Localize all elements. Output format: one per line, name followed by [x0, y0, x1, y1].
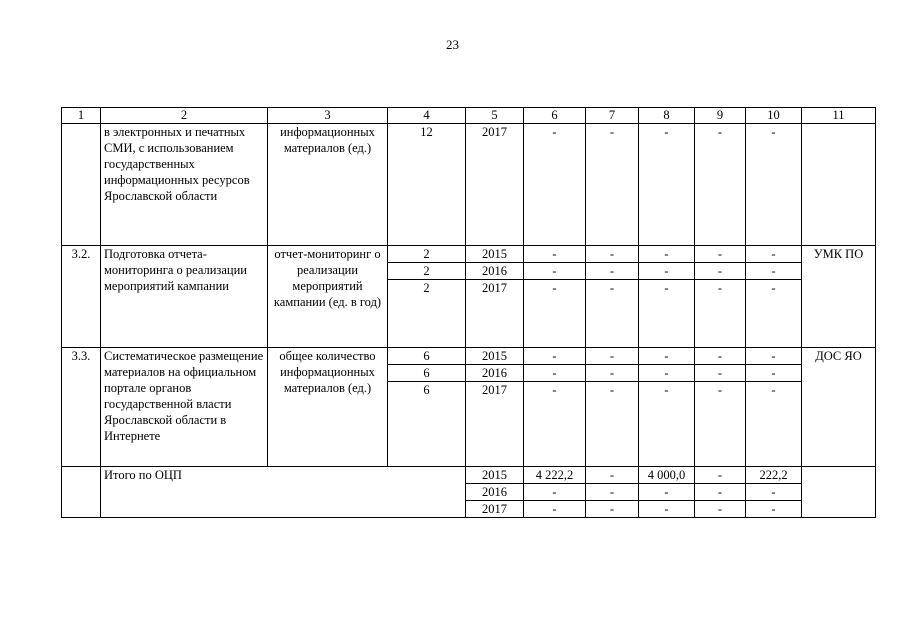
executor-cell: [802, 467, 876, 518]
funding-cell: -: [586, 467, 639, 484]
measure-name: Систематическое размещение материалов на официальном портале органов государственной власти Ярославской области в Интернете: [101, 348, 268, 467]
table-row: [62, 348, 876, 365]
row-number: 3.2.: [62, 246, 101, 348]
year-cell: 2017: [466, 280, 524, 348]
column-number: 9: [695, 108, 746, 124]
funding-cell: -: [695, 484, 746, 501]
funding-cell: 4 000,0: [639, 467, 695, 484]
funding-cell: -: [746, 501, 802, 518]
funding-cell: -: [586, 263, 639, 280]
funding-cell: -: [746, 348, 802, 365]
indicator-value: 6: [388, 382, 466, 467]
funding-cell: -: [524, 382, 586, 467]
funding-cell: -: [639, 263, 695, 280]
column-number: 3: [268, 108, 388, 124]
funding-cell: -: [524, 246, 586, 263]
funding-cell: -: [639, 484, 695, 501]
funding-cell: -: [639, 501, 695, 518]
row-number: 3.3.: [62, 348, 101, 467]
funding-cell: -: [695, 263, 746, 280]
funding-cell: -: [524, 280, 586, 348]
funding-cell: -: [695, 501, 746, 518]
funding-cell: -: [524, 348, 586, 365]
table-row: [62, 246, 876, 263]
column-number: 6: [524, 108, 586, 124]
funding-cell: -: [586, 382, 639, 467]
indicator-name: отчет-мониторинг о реализации мероприятий кампании (ед. в год): [268, 246, 388, 348]
funding-cell: -: [639, 348, 695, 365]
funding-cell: -: [586, 246, 639, 263]
row-number-cell: [62, 467, 101, 518]
indicator-value: 6: [388, 365, 466, 382]
year-cell: 2016: [466, 484, 524, 501]
funding-cell: -: [639, 246, 695, 263]
funding-cell: 222,2: [746, 467, 802, 484]
funding-cell: -: [524, 263, 586, 280]
indicator-name: общее количество информационных материалов (ед.): [268, 348, 388, 467]
executor-cell: [802, 124, 876, 246]
measure-name: Подготовка отчета-мониторинга о реализации мероприятий кампании: [101, 246, 268, 348]
year-cell: 2016: [466, 365, 524, 382]
funding-cell: -: [639, 124, 695, 246]
funding-cell: -: [746, 124, 802, 246]
funding-cell: -: [586, 501, 639, 518]
funding-cell: -: [695, 365, 746, 382]
funding-cell: -: [695, 382, 746, 467]
funding-cell: -: [524, 484, 586, 501]
indicator-value: 12: [388, 124, 466, 246]
funding-cell: -: [639, 382, 695, 467]
total-label: Итого по ОЦП: [101, 467, 466, 518]
funding-cell: -: [746, 263, 802, 280]
funding-cell: -: [639, 280, 695, 348]
column-number: 2: [101, 108, 268, 124]
funding-cell: -: [586, 124, 639, 246]
year-cell: 2015: [466, 348, 524, 365]
column-number: 10: [746, 108, 802, 124]
funding-cell: -: [746, 484, 802, 501]
column-number-row: [62, 108, 876, 124]
funding-cell: -: [524, 365, 586, 382]
indicator-value: 6: [388, 348, 466, 365]
funding-cell: -: [586, 484, 639, 501]
year-cell: 2015: [466, 467, 524, 484]
funding-cell: -: [524, 501, 586, 518]
funding-cell: 4 222,2: [524, 467, 586, 484]
funding-cell: -: [586, 348, 639, 365]
total-row: [62, 467, 876, 484]
funding-cell: -: [746, 382, 802, 467]
funding-cell: -: [695, 467, 746, 484]
funding-cell: -: [695, 280, 746, 348]
funding-cell: -: [746, 280, 802, 348]
table-row: [62, 124, 876, 246]
funding-cell: -: [695, 124, 746, 246]
funding-cell: -: [695, 246, 746, 263]
funding-cell: -: [586, 365, 639, 382]
column-number: 4: [388, 108, 466, 124]
year-cell: 2015: [466, 246, 524, 263]
measure-name: в электронных и печатных СМИ, с использованием государственных информационных ресурсов Ярославской области: [101, 124, 268, 246]
funding-cell: -: [586, 280, 639, 348]
row-number-cell: [62, 124, 101, 246]
column-number: 1: [62, 108, 101, 124]
executor-cell: УМК ПО: [802, 246, 876, 348]
year-cell: 2017: [466, 124, 524, 246]
indicator-value: 2: [388, 280, 466, 348]
funding-cell: -: [746, 246, 802, 263]
funding-cell: -: [524, 124, 586, 246]
indicator-name: информационных материалов (ед.): [268, 124, 388, 246]
page-number: 23: [446, 37, 459, 52]
year-cell: 2017: [466, 382, 524, 467]
column-number: 7: [586, 108, 639, 124]
executor-cell: ДОС ЯО: [802, 348, 876, 467]
indicator-value: 2: [388, 246, 466, 263]
indicator-value: 2: [388, 263, 466, 280]
program-table: [61, 107, 876, 518]
column-number: 5: [466, 108, 524, 124]
column-number: 8: [639, 108, 695, 124]
funding-cell: -: [695, 348, 746, 365]
year-cell: 2017: [466, 501, 524, 518]
column-number: 11: [802, 108, 876, 124]
funding-cell: -: [639, 365, 695, 382]
year-cell: 2016: [466, 263, 524, 280]
funding-cell: -: [746, 365, 802, 382]
